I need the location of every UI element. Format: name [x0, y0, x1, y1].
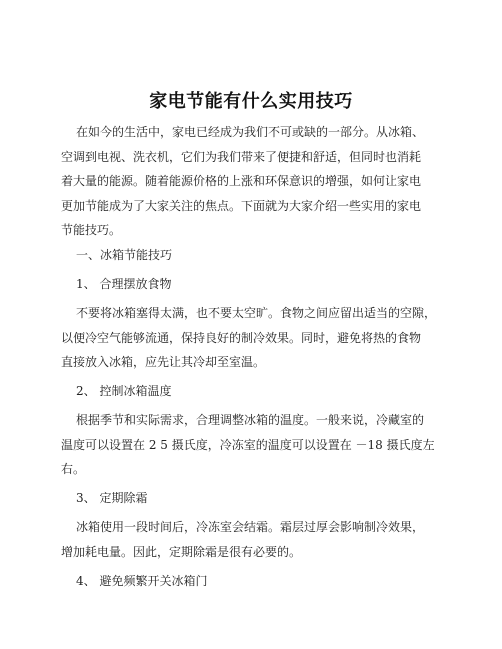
page-title: 家电节能有什么实用技巧 [149, 91, 353, 112]
item-line: 以便冷空气能够流通，保持良好的制冷效果。同时，避免将热的食物 [61, 331, 422, 345]
item-heading: 4、 避免频繁开关冰箱门 [76, 574, 208, 588]
item-line: 直接放入冰箱，应先让其冷却至室温。 [61, 355, 266, 369]
intro-line: 在如今的生活中，家电已经成为我们不可或缺的一部分。从冰箱、 [76, 125, 425, 139]
item-heading: 3、 定期除霜 [76, 491, 148, 505]
intro-line: 空调到电视、洗衣机，它们为我们带来了便捷和舒适，但同时也消耗 [61, 150, 422, 164]
item-line: 增加耗电量。因此，定期除霜是很有必要的。 [61, 545, 302, 559]
item-line: 根据季节和实际需求，合理调整冰箱的温度。一般来说，冷藏室的 [76, 413, 425, 427]
intro-line: 着大量的能源。随着能源价格的上涨和环保意识的增强，如何让家电 [61, 174, 422, 188]
item-line: 冰箱使用一段时间后，冷冻室会结霜。霜层过厚会影响制冷效果， [76, 520, 425, 534]
item-line: 温度可以设置在 2 5 摄氏度，冷冻室的温度可以设置在 －18 摄氏度左 [61, 438, 435, 452]
intro-line: 更加节能成为了大家关注的焦点。下面就为大家介绍一些实用的家电 [61, 199, 422, 213]
item-line: 右。 [61, 462, 86, 476]
intro-line: 节能技巧。 [61, 223, 122, 237]
item-heading: 1、 合理摆放食物 [76, 277, 172, 291]
section-heading: 一、冰箱节能技巧 [76, 248, 173, 262]
item-heading: 2、 控制冰箱温度 [76, 384, 172, 398]
item-line: 不要将冰箱塞得太满，也不要太空旷。食物之间应留出适当的空隙， [76, 306, 437, 320]
